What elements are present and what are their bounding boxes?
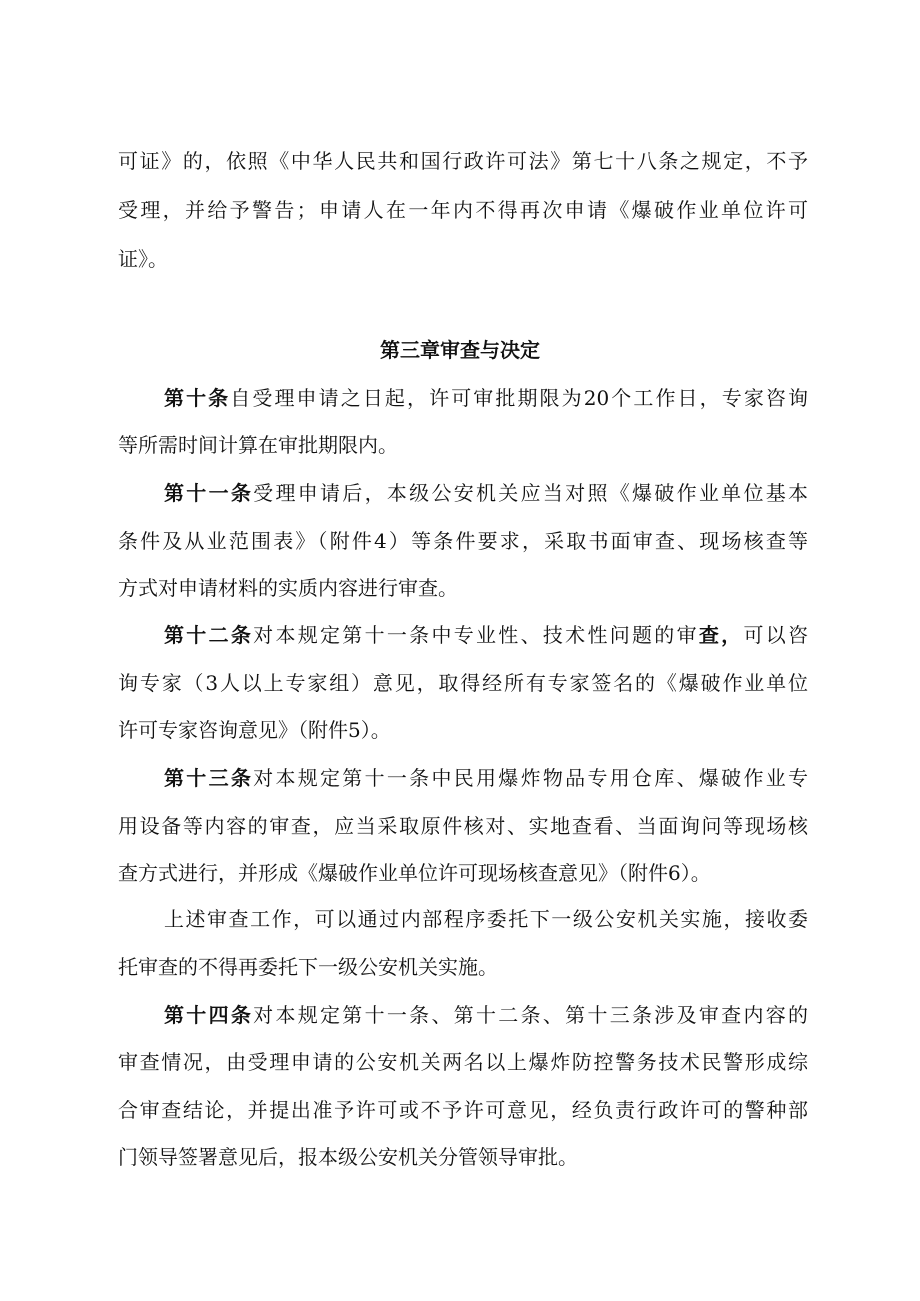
article-label: 第十条 bbox=[164, 386, 231, 410]
paragraph-line: 用设备等内容的审查，应当采取原件核对、实地查看、当面询问等现场核 bbox=[118, 814, 808, 838]
paragraph-line: 审查情况，由受理申请的公安机关两名以上爆炸防控警务技术民警形成综 bbox=[118, 1050, 808, 1074]
paragraph-line: 条件及从业范围表》（附件4）等条件要求，采取书面审查、现场核查等 bbox=[118, 529, 808, 553]
paragraph-line: 询专家（3人以上专家组）意见，取得经所有专家签名的《爆破作业单位 bbox=[118, 671, 808, 695]
paragraph-line: 合审查结论，并提出准予许可或不予许可意见，经负责行政许可的警种部 bbox=[118, 1098, 808, 1122]
paragraph-line: 受理，并给予警告；申请人在一年内不得再次申请《爆破作业单位许可 bbox=[118, 198, 808, 222]
article-text: 受理申请后，本级公安机关应当对照《爆破作业单位基本 bbox=[253, 481, 809, 505]
paragraph-line: 方式对申请材料的实质内容进行审查。 bbox=[118, 576, 458, 600]
chapter-title: 第三章审查与决定 bbox=[380, 338, 540, 362]
paragraph-line: 上述审查工作，可以通过内部程序委托下一级公安机关实施，接收委 bbox=[164, 907, 808, 931]
article-13-line-1 bbox=[164, 764, 808, 792]
article-text-bold: 查， bbox=[698, 623, 744, 647]
paragraph-line: 证》。 bbox=[118, 247, 168, 271]
article-text: 可以咨 bbox=[743, 623, 809, 647]
article-text: 对本规定第十一条中民用爆炸物品专用仓库、爆破作业专 bbox=[253, 766, 809, 790]
paragraph-line: 门领导签署意见后，报本级公安机关分管领导审批。 bbox=[118, 1145, 578, 1169]
article-text: 自受理申请之日起，许可审批期限为20个工作日，专家咨询 bbox=[230, 386, 809, 410]
article-12-line-1 bbox=[164, 621, 808, 649]
article-label: 第十一条 bbox=[164, 481, 254, 505]
article-14-line-1 bbox=[164, 1001, 808, 1029]
article-11-line-1 bbox=[164, 479, 808, 507]
article-10-line-1 bbox=[164, 384, 808, 412]
article-label: 第十四条 bbox=[164, 1003, 254, 1027]
article-text: 对本规定第十一条、第十二条、第十三条涉及审查内容的 bbox=[253, 1003, 809, 1027]
paragraph-line: 托审查的不得再委托下一级公安机关实施。 bbox=[118, 955, 498, 979]
article-label: 第十二条 bbox=[164, 623, 254, 647]
article-text: 对本规定第十一条中专业性、技术性问题的审 bbox=[253, 623, 699, 647]
paragraph-line: 可证》的，依照《中华人民共和国行政许可法》第七十八条之规定，不予 bbox=[118, 149, 808, 173]
article-label: 第十三条 bbox=[164, 766, 254, 790]
paragraph-line: 许可专家咨询意见》（附件5）。 bbox=[118, 718, 391, 742]
paragraph-line: 查方式进行，并形成《爆破作业单位许可现场核查意见》（附件6）。 bbox=[118, 861, 711, 885]
paragraph-line: 等所需时间计算在审批期限内。 bbox=[118, 433, 398, 457]
